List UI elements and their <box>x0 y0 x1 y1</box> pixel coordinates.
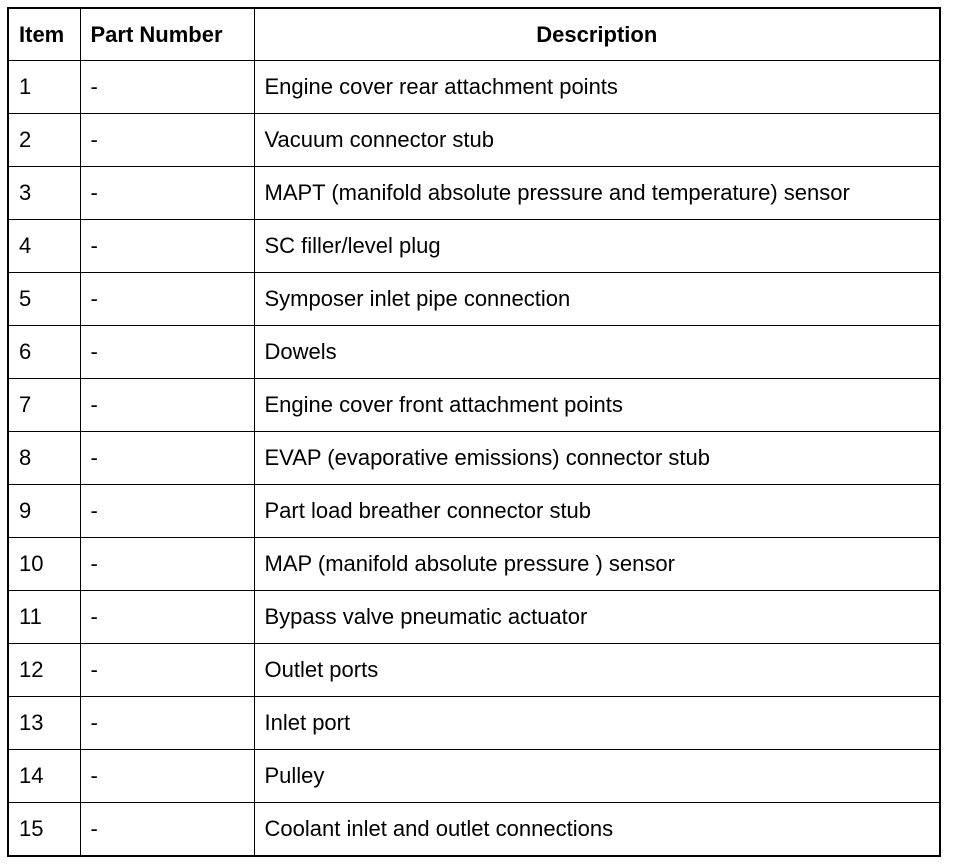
cell-part-number: - <box>80 379 254 432</box>
cell-item: 5 <box>8 273 80 326</box>
cell-item: 1 <box>8 61 80 114</box>
table-row <box>8 326 940 379</box>
cell-part-number: - <box>80 114 254 167</box>
cell-item: 9 <box>8 485 80 538</box>
cell-part-number: - <box>80 432 254 485</box>
cell-description: Coolant inlet and outlet connections <box>254 803 940 857</box>
cell-part-number: - <box>80 326 254 379</box>
cell-item: 13 <box>8 697 80 750</box>
cell-part-number: - <box>80 61 254 114</box>
cell-description: SC filler/level plug <box>254 220 940 273</box>
cell-part-number: - <box>80 220 254 273</box>
cell-part-number: - <box>80 273 254 326</box>
cell-part-number: - <box>80 750 254 803</box>
table-row <box>8 167 940 220</box>
cell-item: 11 <box>8 591 80 644</box>
table-row <box>8 114 940 167</box>
table-row <box>8 750 940 803</box>
table-row <box>8 273 940 326</box>
cell-part-number: - <box>80 485 254 538</box>
table-row <box>8 803 940 857</box>
table-header-row <box>8 8 940 61</box>
cell-description: Outlet ports <box>254 644 940 697</box>
table-row <box>8 538 940 591</box>
cell-part-number: - <box>80 644 254 697</box>
cell-item: 10 <box>8 538 80 591</box>
table-row <box>8 485 940 538</box>
cell-description: EVAP (evaporative emissions) connector stub <box>254 432 940 485</box>
cell-description: MAPT (manifold absolute pressure and temperature) sensor <box>254 167 940 220</box>
cell-description: Engine cover rear attachment points <box>254 61 940 114</box>
cell-description: Engine cover front attachment points <box>254 379 940 432</box>
cell-item: 2 <box>8 114 80 167</box>
header-item: Item <box>8 8 80 61</box>
cell-description: MAP (manifold absolute pressure ) sensor <box>254 538 940 591</box>
table-body <box>8 61 940 857</box>
cell-item: 14 <box>8 750 80 803</box>
header-part-number: Part Number <box>80 8 254 61</box>
cell-description: Symposer inlet pipe connection <box>254 273 940 326</box>
cell-part-number: - <box>80 803 254 857</box>
table-row <box>8 644 940 697</box>
cell-item: 8 <box>8 432 80 485</box>
cell-item: 3 <box>8 167 80 220</box>
cell-item: 6 <box>8 326 80 379</box>
table-row <box>8 379 940 432</box>
cell-part-number: - <box>80 538 254 591</box>
cell-item: 4 <box>8 220 80 273</box>
cell-description: Dowels <box>254 326 940 379</box>
table-row <box>8 61 940 114</box>
cell-description: Inlet port <box>254 697 940 750</box>
table-row <box>8 220 940 273</box>
table-row <box>8 591 940 644</box>
cell-description: Part load breather connector stub <box>254 485 940 538</box>
header-description: Description <box>254 8 940 61</box>
cell-part-number: - <box>80 591 254 644</box>
table-row <box>8 697 940 750</box>
cell-description: Bypass valve pneumatic actuator <box>254 591 940 644</box>
cell-description: Pulley <box>254 750 940 803</box>
cell-description: Vacuum connector stub <box>254 114 940 167</box>
table-row <box>8 432 940 485</box>
parts-table <box>7 7 941 857</box>
cell-item: 15 <box>8 803 80 857</box>
cell-item: 7 <box>8 379 80 432</box>
cell-item: 12 <box>8 644 80 697</box>
cell-part-number: - <box>80 697 254 750</box>
cell-part-number: - <box>80 167 254 220</box>
